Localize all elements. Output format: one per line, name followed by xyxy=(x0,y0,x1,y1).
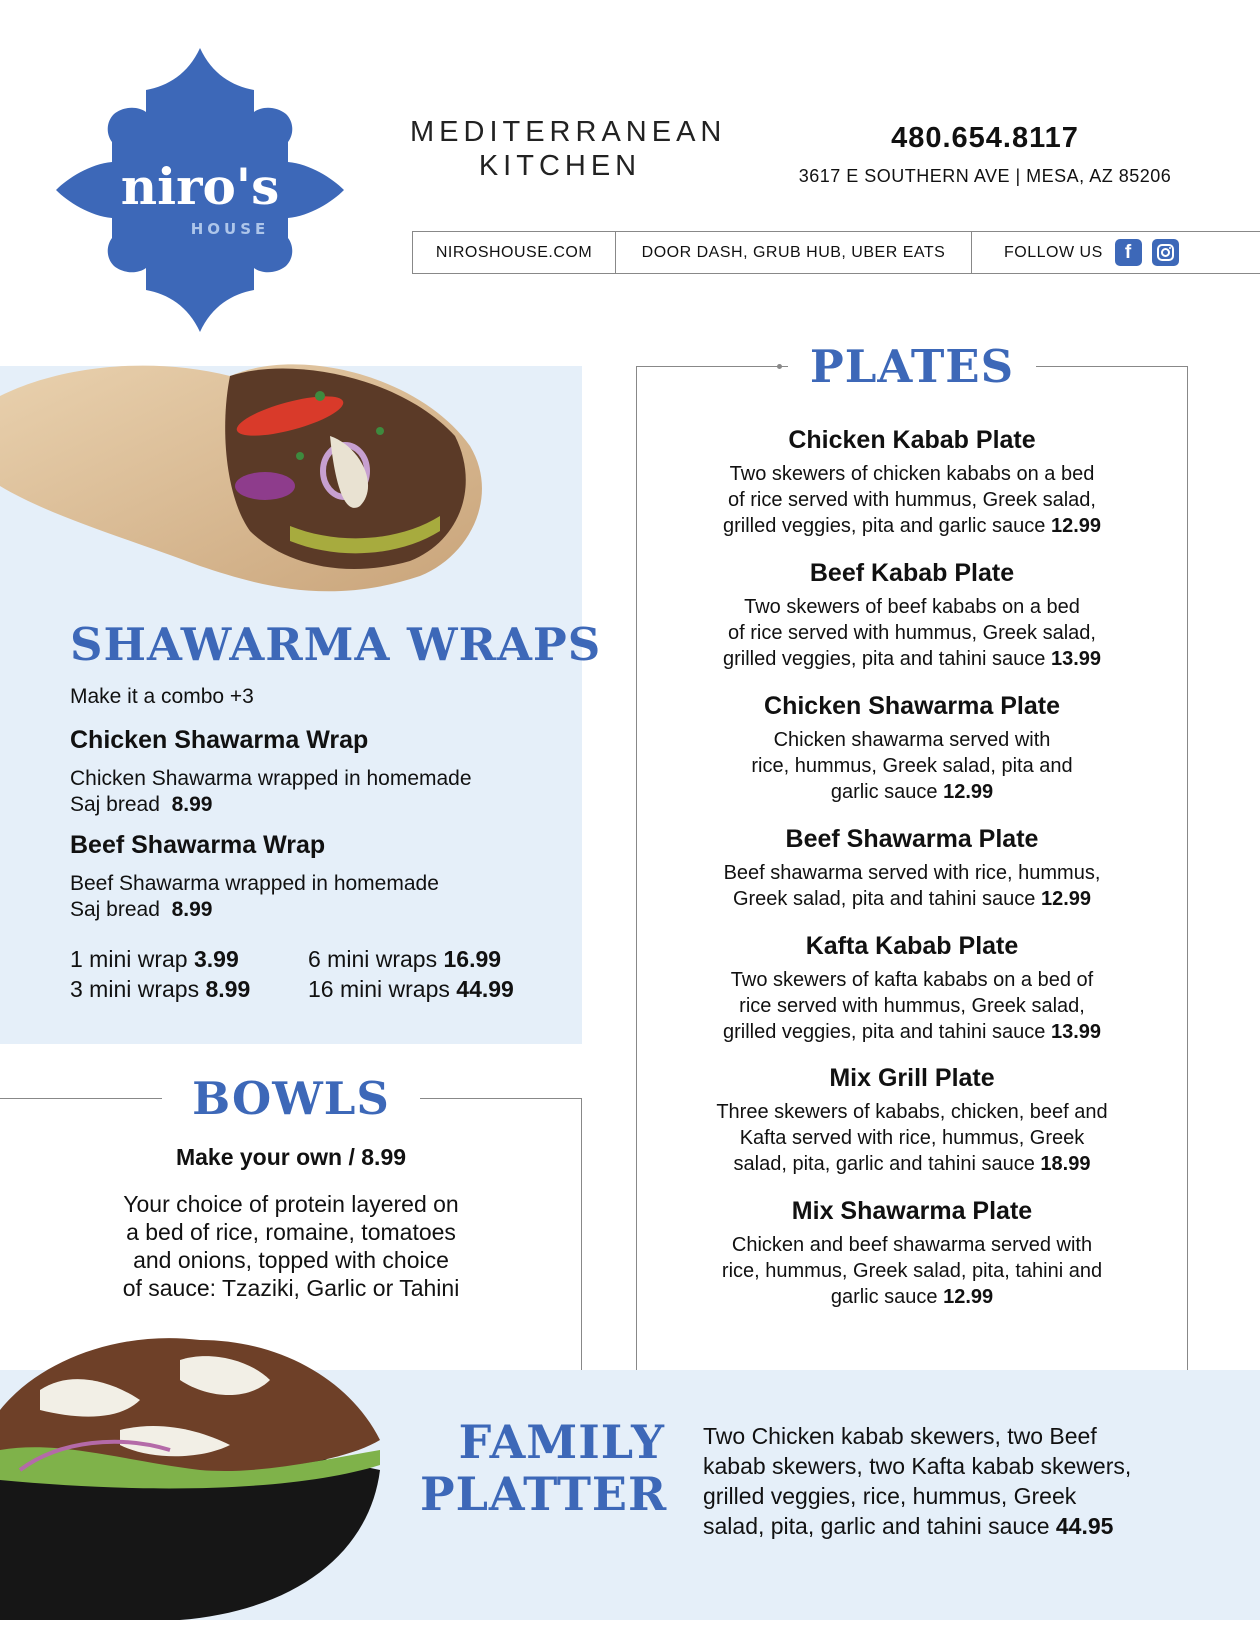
svg-text:niro's: niro's xyxy=(120,157,280,216)
beef-wrap-desc: Beef Shawarma wrapped in homemade Saj bread 8.99 xyxy=(70,872,439,921)
brand-logo xyxy=(50,42,350,332)
plate-item xyxy=(660,1197,1164,1310)
plates-title-wrap xyxy=(636,340,1188,393)
family-platter-price: 44.95 xyxy=(1055,1513,1114,1539)
plates-title: PLATES xyxy=(788,340,1036,393)
bowls-description: Your choice of protein layered on a bed of rice, romaine, tomatoes and onions, topped with choice of sauce: Tzaziki, Garlic or Tahini xyxy=(122,1191,460,1301)
tagline-line2: KITCHEN xyxy=(478,150,642,182)
link-bar xyxy=(412,231,1260,274)
plate-item xyxy=(660,692,1164,805)
plate-price: 12.99 xyxy=(1050,515,1102,537)
phone-number[interactable]: 480.654.8117 xyxy=(891,122,1079,154)
delivery-services: DOOR DASH, GRUB HUB, UBER EATS xyxy=(616,232,972,273)
tagline-line1: MEDITERRANEAN xyxy=(410,116,727,148)
plate-price: 13.99 xyxy=(1050,1021,1102,1043)
plate-name: Beef Kabab Plate xyxy=(809,559,1015,587)
plate-price: 13.99 xyxy=(1050,648,1102,670)
plate-name: Chicken Shawarma Plate xyxy=(764,692,1060,720)
plate-item xyxy=(660,932,1164,1045)
family-platter-description: Two Chicken kabab skewers, two Beef kabab skewers, two Kafta kabab skewers, grilled veggies, rice, hummus, Greek salad, pita, garlic and tahini sauce 44.95 xyxy=(703,1423,1132,1539)
mini-wrap-3: 3 mini wraps 8.99 xyxy=(70,976,251,1002)
plate-name: Mix Shawarma Plate xyxy=(791,1197,1033,1225)
beef-wrap-name: Beef Shawarma Wrap xyxy=(70,831,326,859)
chicken-wrap-price: 8.99 xyxy=(171,793,213,816)
instagram-icon[interactable] xyxy=(1152,239,1179,266)
plate-name: Beef Shawarma Plate xyxy=(785,825,1039,853)
plate-name: Kafta Kabab Plate xyxy=(805,932,1019,960)
mini-wrap-16: 16 mini wraps 44.99 xyxy=(308,976,514,1002)
plate-price: 18.99 xyxy=(1040,1153,1091,1175)
plate-desc: Chicken shawarma served with rice, hummus, Greek salad, pita and garlic sauce 12.99 xyxy=(751,729,1073,803)
plate-name: Chicken Kabab Plate xyxy=(788,426,1036,454)
plate-price: 12.99 xyxy=(943,1286,994,1308)
plate-desc: Two skewers of kafta kababs on a bed of rice served with hummus, Greek salad, grilled veggies, pita and tahini sauce 13.99 xyxy=(722,969,1102,1043)
bowl-photo xyxy=(0,1320,390,1620)
beef-wrap-price: 8.99 xyxy=(171,898,213,921)
mini-wrap-6: 6 mini wraps 16.99 xyxy=(308,946,502,972)
website-link[interactable]: NIROSHOUSE.COM xyxy=(413,232,616,273)
plate-name: Mix Grill Plate xyxy=(829,1064,995,1092)
facebook-icon[interactable]: f xyxy=(1115,239,1142,266)
plate-item xyxy=(660,559,1164,672)
follow-us-label: FOLLOW US xyxy=(1004,243,1103,261)
wraps-title: SHAWARMA WRAPS xyxy=(70,618,602,671)
chicken-wrap-desc: Chicken Shawarma wrapped in homemade Saj bread 8.99 xyxy=(70,767,472,816)
plate-item xyxy=(660,825,1164,912)
svg-text:HOUSE: HOUSE xyxy=(190,220,270,238)
plate-price: 12.99 xyxy=(1040,888,1092,910)
follow-us xyxy=(972,232,1260,273)
plate-desc: Two skewers of chicken kababs on a bed of rice served with hummus, Greek salad, grilled veggies, pita and garlic sauce 12.99 xyxy=(722,463,1102,537)
bowls-title: BOWLS xyxy=(162,1072,420,1125)
plate-item xyxy=(660,1064,1164,1177)
plate-desc: Beef shawarma served with rice, hummus, Greek salad, pita and tahini sauce 12.99 xyxy=(723,862,1101,910)
combo-note: Make it a combo +3 xyxy=(70,685,254,708)
chicken-wrap-name: Chicken Shawarma Wrap xyxy=(70,726,369,754)
plate-desc: Chicken and beef shawarma served with rice, hummus, Greek salad, pita, tahini and garlic sauce 12.99 xyxy=(721,1234,1103,1308)
plate-desc: Two skewers of beef kababs on a bed of rice served with hummus, Greek salad, grilled veggies, pita and tahini sauce 13.99 xyxy=(722,596,1102,670)
shawarma-wrap-photo xyxy=(0,336,500,604)
family-platter-title: FAMILY PLATTER xyxy=(420,1415,668,1521)
bowls-subtitle: Make your own / 8.99 xyxy=(175,1144,407,1170)
plate-item xyxy=(660,426,1164,539)
address: 3617 E SOUTHERN AVE | MESA, AZ 85206 xyxy=(798,166,1172,186)
plate-desc: Three skewers of kababs, chicken, beef and Kafta served with rice, hummus, Greek salad, pita, garlic and tahini sauce 18.99 xyxy=(716,1101,1108,1175)
plate-price: 12.99 xyxy=(943,781,994,803)
mini-wrap-1: 1 mini wrap 3.99 xyxy=(70,946,239,972)
bowls-title-wrap xyxy=(0,1072,582,1125)
logo-badge-icon xyxy=(50,42,350,332)
